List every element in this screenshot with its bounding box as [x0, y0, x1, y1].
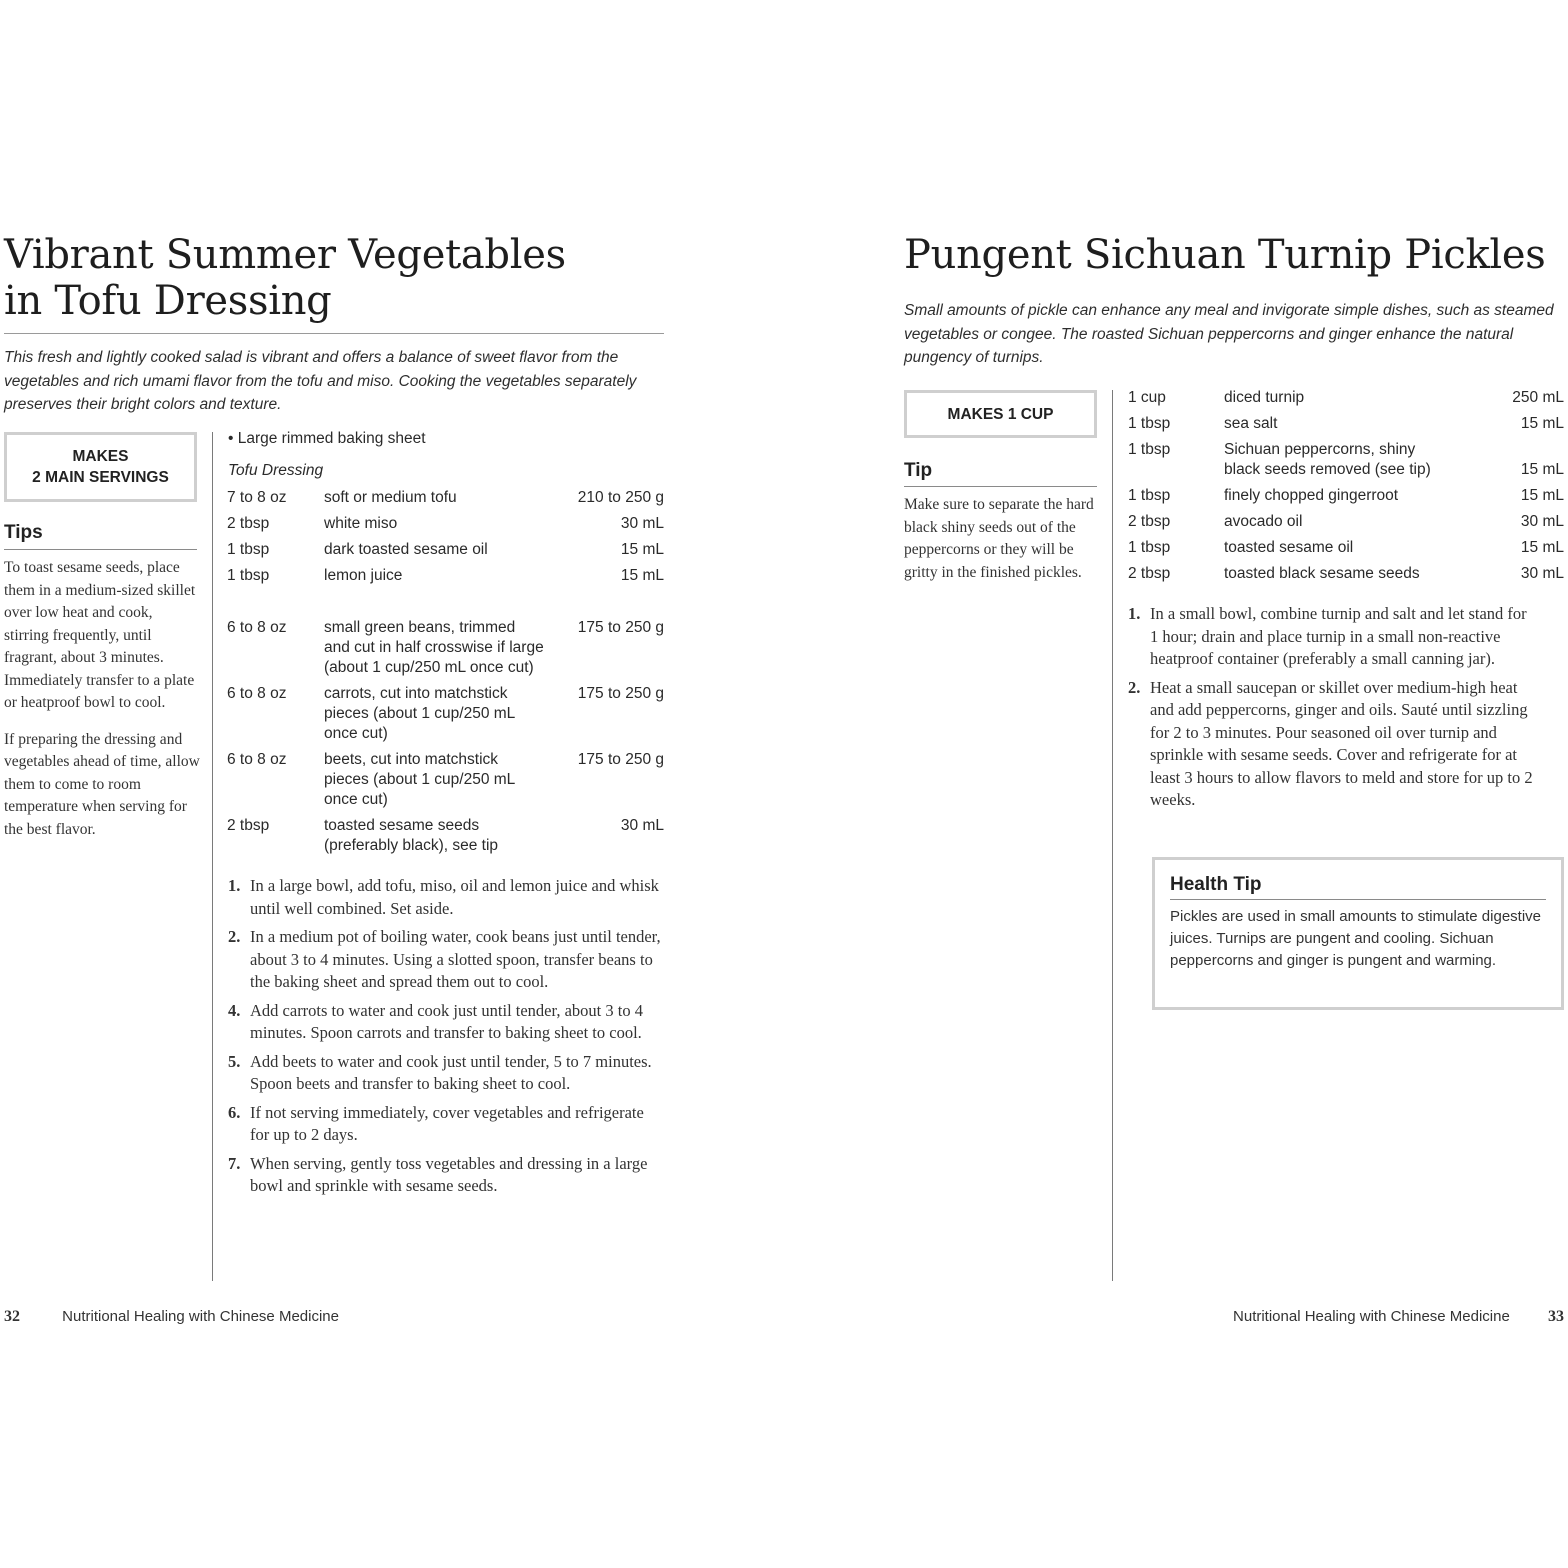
- step-item: [228, 1051, 664, 1096]
- servings-label: 2 MAIN SERVINGS: [32, 469, 169, 486]
- step-text: If not serving immediately, cover vegetables and refrigerate for up to 2 days.: [250, 1102, 644, 1144]
- health-tip-box: [1152, 857, 1564, 1010]
- makes-box: [4, 432, 197, 502]
- right-page: [784, 0, 1568, 1568]
- ingredient-qty: 1 tbsp: [1128, 415, 1171, 432]
- tips-divider: [4, 549, 197, 550]
- tip-paragraph: To toast sesame seeds, place them in a medium-sized skillet over low heat and cook, stirring frequently, until fragrant, about 3 minutes. Immediately transfer to a plate or heatproof bowl to cool.: [4, 559, 196, 711]
- step-item: [1128, 677, 1538, 812]
- ingredient-metric: 15 mL: [1520, 415, 1564, 432]
- step-number: 1.: [1128, 604, 1141, 623]
- step-number: 5.: [228, 1051, 241, 1071]
- ingredient-qty: 2 tbsp: [1128, 513, 1171, 530]
- ingredient-qty: 1 tbsp: [227, 567, 270, 584]
- method-steps: [1128, 603, 1538, 818]
- ingredient-qty: 1 tbsp: [1128, 539, 1171, 556]
- ingredient-metric: 15 mL: [1520, 487, 1564, 504]
- ingredient-name: toasted black sesame seeds: [1224, 565, 1420, 582]
- ingredient-qty: 6 to 8 oz: [227, 685, 287, 702]
- ingredient-qty: 1 tbsp: [227, 541, 270, 558]
- ingredient-qty: 6 to 8 oz: [227, 619, 287, 636]
- step-item: [228, 926, 664, 994]
- ingredient-metric: 30 mL: [620, 817, 664, 834]
- ingredient-qty: 2 tbsp: [227, 515, 270, 532]
- tip-paragraph: Make sure to separate the hard black shiny seeds out of the peppercorns or they will be gritty in the finished pickles.: [904, 496, 1094, 581]
- step-text: Add carrots to water and cook just until tender, about 3 to 4 minutes. Spoon carrots and transfer to baking sheet to cool.: [250, 1000, 643, 1042]
- ingredient-qty: 6 to 8 oz: [227, 751, 287, 768]
- ingredient-metric: 175 to 250 g: [577, 685, 664, 702]
- ingredient-row: [1128, 440, 1564, 480]
- tips-heading: Tips: [4, 522, 43, 543]
- ingredient-metric: 15 mL: [1520, 461, 1564, 478]
- ingredient-row: [1128, 388, 1564, 408]
- step-item: [228, 875, 664, 920]
- ingredient-name: lemon juice: [324, 567, 403, 584]
- tips-text: [4, 557, 200, 855]
- ingredient-name: small green beans, trimmed and cut in half crosswise if large (about 1 cup/250 mL once cut): [324, 619, 544, 676]
- ingredient-metric: 250 mL: [1512, 389, 1564, 406]
- ingredient-name: beets, cut into matchstick pieces (about 1 cup/250 mL once cut): [324, 751, 516, 808]
- subsection-heading: Tofu Dressing: [228, 462, 324, 479]
- ingredient-row: [227, 750, 664, 810]
- makes-label: MAKES 1 CUP: [947, 405, 1054, 423]
- tip-paragraph: If preparing the dressing and vegetables ahead of time, allow them to come to room temperature when serving for the best flavor.: [4, 730, 200, 838]
- ingredient-name: toasted sesame oil: [1224, 539, 1354, 556]
- step-number: 4.: [228, 1000, 241, 1020]
- ingredient-name: toasted sesame seeds (preferably black), see tip: [324, 817, 499, 854]
- step-number: 1.: [228, 876, 241, 895]
- makes-label: MAKES: [72, 448, 129, 465]
- health-tip-divider: [1170, 899, 1546, 900]
- tip-heading: Tip: [904, 460, 933, 481]
- ingredient-name: finely chopped gingerroot: [1224, 487, 1399, 504]
- page-number: 33: [1548, 1308, 1564, 1325]
- ingredient-name: avocado oil: [1224, 513, 1303, 530]
- title-line-2: in Tofu Dressing: [4, 278, 332, 324]
- ingredient-metric: 210 to 250 g: [577, 489, 664, 506]
- ingredient-metric: 15 mL: [620, 567, 664, 584]
- ingredient-metric: 15 mL: [620, 541, 664, 558]
- step-text: When serving, gently toss vegetables and dressing in a large bowl and sprinkle with sesame seeds.: [250, 1153, 648, 1195]
- ingredient-name: sea salt: [1224, 415, 1278, 432]
- tip-divider: [904, 486, 1097, 487]
- running-title: Nutritional Healing with Chinese Medicine: [1233, 1308, 1510, 1325]
- ingredient-qty: 7 to 8 oz: [227, 489, 287, 506]
- ingredient-row: [227, 488, 664, 508]
- ingredient-metric: 175 to 250 g: [577, 751, 664, 768]
- title-divider: [4, 333, 664, 334]
- tip-text: [904, 494, 1094, 598]
- ingredient-name: white miso: [324, 515, 398, 532]
- method-steps: [228, 875, 664, 1204]
- ingredient-row: [1128, 486, 1564, 506]
- step-text: Heat a small saucepan or skillet over medium-high heat and add peppercorns, ginger and oils. Sauté until sizzling for 2 to 3 minutes. Pour seasoned oil over turnip and sprinkle with sesame seeds. Cover and refrigerate for at least 3 hours to allow flavors to meld and store for up to 2 weeks.: [1150, 677, 1533, 809]
- ingredient-name: carrots, cut into matchstick pieces (about 1 cup/250 mL once cut): [324, 685, 516, 742]
- health-tip-text: Pickles are used in small amounts to stimulate digestive juices. Turnips are pungent and cooling. Sichuan peppercorns and ginger is pungent and warming.: [1170, 908, 1542, 969]
- ingredient-qty: 1 tbsp: [1128, 487, 1171, 504]
- recipe-title: [4, 232, 704, 324]
- step-text: In a medium pot of boiling water, cook beans just until tender, about 3 to 4 minutes. Using a slotted spoon, transfer beans to the baking sheet and spread them out to cool.: [250, 927, 661, 991]
- step-item: [228, 1000, 664, 1045]
- step-number: 7.: [228, 1153, 241, 1173]
- step-text: In a large bowl, add tofu, miso, oil and lemon juice and whisk until well combined. Set aside.: [250, 876, 659, 918]
- step-item: [1128, 603, 1538, 671]
- ingredient-metric: 30 mL: [1520, 513, 1564, 530]
- step-number: 2.: [228, 927, 241, 946]
- column-divider: [1112, 390, 1113, 1281]
- ingredient-qty: 1 tbsp: [1128, 441, 1171, 458]
- ingredient-row: [1128, 538, 1564, 558]
- ingredient-row: [227, 514, 664, 534]
- ingredient-metric: 175 to 250 g: [577, 619, 664, 636]
- equipment-item: • Large rimmed baking sheet: [228, 430, 426, 447]
- ingredient-row: [227, 618, 664, 678]
- ingredient-name: Sichuan peppercorns, shiny black seeds removed (see tip): [1224, 441, 1431, 478]
- step-item: [228, 1102, 664, 1147]
- recipe-intro: Small amounts of pickle can enhance any meal and invigorate simple dishes, such as steamed vegetables or congee. The roasted Sichuan peppercorns and ginger enhance the natural pungency of turnips.: [904, 302, 1554, 366]
- ingredient-row: [227, 684, 664, 744]
- ingredient-row: [227, 540, 664, 560]
- ingredient-row: [1128, 564, 1564, 584]
- ingredient-qty: 2 tbsp: [227, 817, 270, 834]
- step-number: 2.: [1128, 677, 1141, 697]
- running-title: Nutritional Healing with Chinese Medicine: [62, 1308, 339, 1325]
- ingredient-metric: 30 mL: [1520, 565, 1564, 582]
- ingredient-row: [227, 816, 664, 856]
- health-tip-heading: Health Tip: [1170, 874, 1262, 895]
- ingredient-qty: 1 cup: [1128, 389, 1166, 406]
- step-item: [228, 1153, 664, 1198]
- ingredient-metric: 30 mL: [620, 515, 664, 532]
- ingredient-name: soft or medium tofu: [324, 489, 457, 506]
- page-number: 32: [4, 1308, 20, 1325]
- ingredient-qty: 2 tbsp: [1128, 565, 1171, 582]
- page-footer: [1233, 1308, 1564, 1326]
- page-footer: [4, 1308, 339, 1326]
- ingredient-metric: 15 mL: [1520, 539, 1564, 556]
- ingredient-row: [227, 566, 664, 586]
- title-line-1: Vibrant Summer Vegetables: [4, 232, 566, 278]
- ingredient-row: [1128, 414, 1564, 434]
- recipe-intro: This fresh and lightly cooked salad is vibrant and offers a balance of sweet flavor from the vegetables and rich umami flavor from the tofu and miso. Cooking the vegetables separately preserves their bright colors and texture.: [4, 349, 637, 413]
- column-divider: [212, 432, 213, 1281]
- makes-box: [904, 390, 1097, 438]
- ingredient-row: [1128, 512, 1564, 532]
- step-text: Add beets to water and cook just until tender, 5 to 7 minutes. Spoon beets and transfer to baking sheet to cool.: [250, 1051, 652, 1093]
- ingredient-name: dark toasted sesame oil: [324, 541, 488, 558]
- recipe-title: Pungent Sichuan Turnip Pickles: [904, 232, 1546, 278]
- step-number: 6.: [228, 1102, 241, 1122]
- step-text: In a small bowl, combine turnip and salt and let stand for 1 hour; drain and place turnip in a small non-reactive heatproof container (preferably a small canning jar).: [1150, 604, 1527, 668]
- ingredient-name: diced turnip: [1224, 389, 1305, 406]
